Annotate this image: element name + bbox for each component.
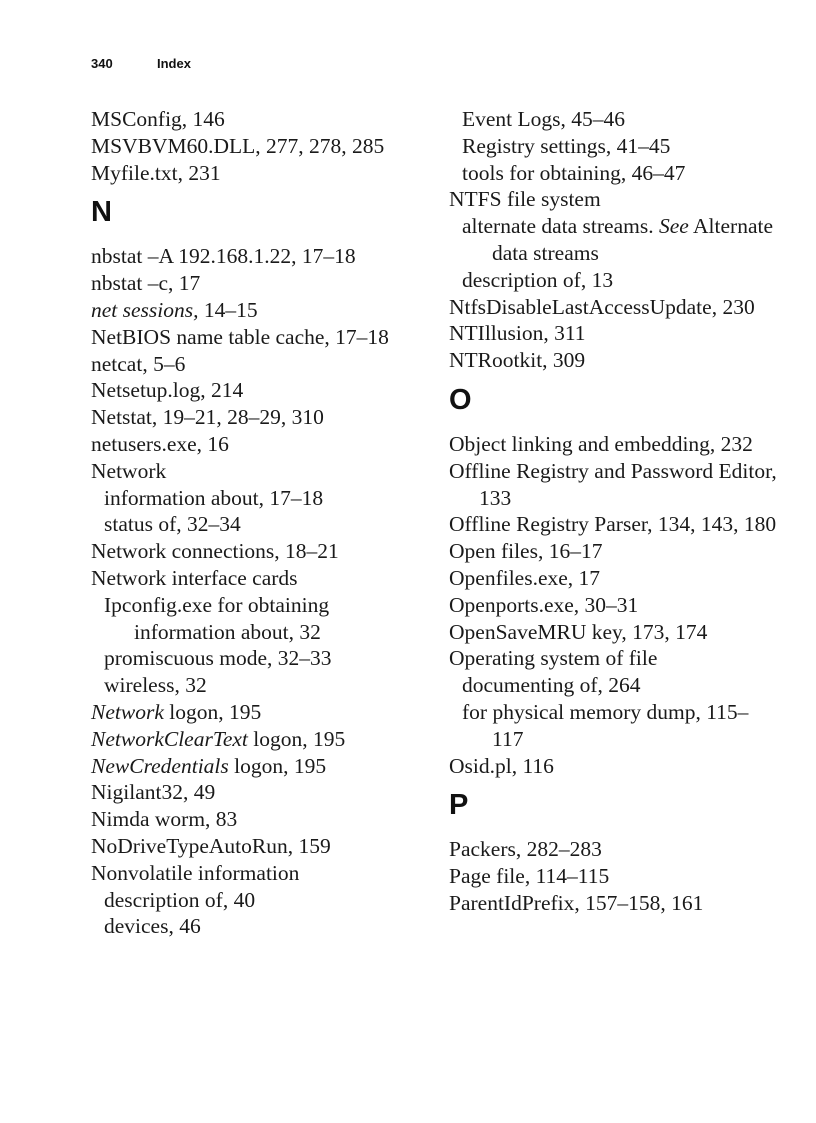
index-entry bbox=[91, 860, 421, 887]
entry-text: Offline Registry Parser, 134, 143, 180 bbox=[449, 512, 777, 537]
entry-text: nbstat –A 192.168.1.22, 17–18 bbox=[91, 244, 356, 269]
index-column-left bbox=[91, 106, 421, 940]
index-subentry bbox=[91, 645, 421, 672]
entry-text: Netstat, 19–21, 28–29, 310 bbox=[91, 405, 324, 430]
entry-text: NoDriveTypeAutoRun, 159 bbox=[91, 833, 331, 858]
entry-text: Netsetup.log, 214 bbox=[91, 378, 244, 403]
index-entry bbox=[91, 297, 421, 324]
entry-group-m bbox=[91, 106, 421, 186]
entry-text: tools for obtaining, 46–47 bbox=[462, 160, 686, 185]
entry-text: Packers, 282–283 bbox=[449, 837, 602, 862]
index-entry bbox=[449, 538, 779, 565]
entry-text: Network bbox=[91, 458, 167, 483]
index-entry bbox=[449, 458, 779, 512]
index-subentry bbox=[91, 672, 421, 699]
entry-text: promiscuous mode, 32–33 bbox=[104, 646, 332, 671]
index-entry bbox=[91, 458, 421, 485]
entry-text: NtfsDisableLastAccessUpdate, 230 bbox=[449, 294, 755, 319]
index-subentry bbox=[91, 485, 421, 512]
entry-text: ParentIdPrefix, 157–158, 161 bbox=[449, 890, 704, 915]
entry-text: devices, 46 bbox=[104, 914, 201, 939]
index-entry bbox=[91, 377, 421, 404]
index-entry bbox=[449, 836, 779, 863]
index-subentry bbox=[91, 511, 421, 538]
index-entry bbox=[91, 324, 421, 351]
index-entry bbox=[449, 431, 779, 458]
index-subentry bbox=[449, 699, 779, 753]
index-column-right bbox=[449, 106, 779, 917]
entry-group-o bbox=[449, 431, 779, 779]
index-entry bbox=[449, 753, 779, 780]
entry-text: Ipconfig.exe for obtaining information about, 32 bbox=[104, 592, 330, 644]
entry-text: MSConfig, 146 bbox=[91, 107, 225, 131]
index-entry bbox=[91, 806, 421, 833]
index-entry bbox=[91, 538, 421, 565]
entry-text: Osid.pl, 116 bbox=[449, 753, 554, 778]
index-entry bbox=[91, 404, 421, 431]
index-entry bbox=[449, 320, 779, 347]
page-number: 340 bbox=[91, 56, 113, 71]
index-entry bbox=[91, 779, 421, 806]
entry-text: information about, 17–18 bbox=[104, 485, 324, 510]
entry-text: nbstat –c, 17 bbox=[91, 271, 201, 296]
index-entry bbox=[91, 351, 421, 378]
index-entry bbox=[449, 890, 779, 917]
entry-text: for physical memory dump, 115–117 bbox=[462, 699, 749, 751]
entry-text: Nigilant32, 49 bbox=[91, 780, 216, 805]
index-entry bbox=[449, 565, 779, 592]
entry-text: netusers.exe, 16 bbox=[91, 431, 229, 456]
entry-text: NTFS file system bbox=[449, 187, 601, 212]
index-subentry bbox=[449, 213, 779, 267]
index-entry bbox=[91, 565, 421, 592]
index-entry bbox=[91, 833, 421, 860]
index-entry bbox=[91, 431, 421, 458]
index-entry bbox=[449, 863, 779, 890]
index-subentry bbox=[449, 672, 779, 699]
entry-text: Openports.exe, 30–31 bbox=[449, 592, 639, 617]
entry-text: MSVBVM60.DLL, 277, 278, 285 bbox=[91, 133, 385, 158]
index-subentry bbox=[449, 106, 779, 133]
entry-text: Page file, 114–115 bbox=[449, 864, 610, 889]
index-entry bbox=[91, 753, 421, 780]
entry-text: Object linking and embedding, 232 bbox=[449, 431, 753, 456]
entry-text: Myfile.txt, 231 bbox=[91, 160, 221, 185]
entry-text: Open files, 16–17 bbox=[449, 539, 603, 564]
index-subentry bbox=[91, 887, 421, 914]
index-entry bbox=[449, 511, 779, 538]
index-entry bbox=[449, 619, 779, 646]
index-entry bbox=[91, 160, 421, 187]
entry-text: OpenSaveMRU key, 173, 174 bbox=[449, 619, 708, 644]
index-subentry bbox=[449, 133, 779, 160]
entry-term-italic: NetworkClearText bbox=[91, 726, 248, 751]
entry-text: NTRootkit, 309 bbox=[449, 348, 586, 373]
index-subentry bbox=[91, 913, 421, 940]
entry-term-italic: Network bbox=[91, 699, 164, 724]
entry-text: status of, 32–34 bbox=[104, 512, 241, 537]
index-entry bbox=[91, 270, 421, 297]
index-entry bbox=[449, 294, 779, 321]
section-letter-p: P bbox=[449, 789, 469, 822]
entry-text: netcat, 5–6 bbox=[91, 351, 186, 376]
running-header bbox=[91, 56, 191, 71]
entry-text: alternate data streams. bbox=[462, 214, 659, 239]
entry-text: wireless, 32 bbox=[104, 673, 207, 698]
entry-term-italic: NewCredentials bbox=[91, 753, 229, 778]
entry-text: 14–15 bbox=[198, 297, 258, 322]
index-entry bbox=[91, 243, 421, 270]
entry-text: logon, 195 bbox=[247, 726, 346, 751]
entry-group-n bbox=[91, 243, 421, 940]
entry-text: Nonvolatile information bbox=[91, 860, 300, 885]
entry-text: Registry settings, 41–45 bbox=[462, 133, 671, 158]
entry-text: Offline Registry and Password Editor, 133 bbox=[449, 458, 777, 510]
index-entry bbox=[449, 347, 779, 374]
entry-term-italic: net sessions, bbox=[91, 297, 199, 322]
index-entry bbox=[91, 133, 421, 160]
index-entry bbox=[449, 592, 779, 619]
entry-group-n-continued bbox=[449, 106, 779, 374]
entry-text: description of, 13 bbox=[462, 267, 614, 292]
index-entry bbox=[449, 186, 779, 213]
entry-text: description of, 40 bbox=[104, 887, 256, 912]
entry-text: Operating system of file bbox=[449, 646, 658, 671]
index-subentry bbox=[91, 592, 421, 646]
entry-text: Nimda worm, 83 bbox=[91, 807, 238, 832]
see-reference: See bbox=[659, 214, 689, 239]
entry-text: Network interface cards bbox=[91, 565, 298, 590]
entry-text: NTIllusion, 311 bbox=[449, 321, 586, 346]
entry-text: logon, 195 bbox=[228, 753, 327, 778]
index-entry bbox=[449, 645, 779, 672]
section-title: Index bbox=[157, 56, 191, 71]
index-entry bbox=[91, 699, 421, 726]
section-letter-o: O bbox=[449, 383, 472, 416]
index-entry bbox=[91, 106, 421, 133]
entry-text: logon, 195 bbox=[163, 699, 262, 724]
entry-text: Event Logs, 45–46 bbox=[462, 107, 626, 131]
entry-text: documenting of, 264 bbox=[462, 673, 641, 698]
index-entry bbox=[91, 726, 421, 753]
index-subentry bbox=[449, 267, 779, 294]
entry-group-p bbox=[449, 836, 779, 916]
see-target: Alternate data streams bbox=[492, 214, 774, 265]
entry-text: Network connections, 18–21 bbox=[91, 539, 339, 564]
section-letter-n: N bbox=[91, 196, 112, 229]
index-subentry bbox=[449, 160, 779, 187]
entry-text: Openfiles.exe, 17 bbox=[449, 565, 601, 590]
entry-text: NetBIOS name table cache, 17–18 bbox=[91, 324, 389, 349]
